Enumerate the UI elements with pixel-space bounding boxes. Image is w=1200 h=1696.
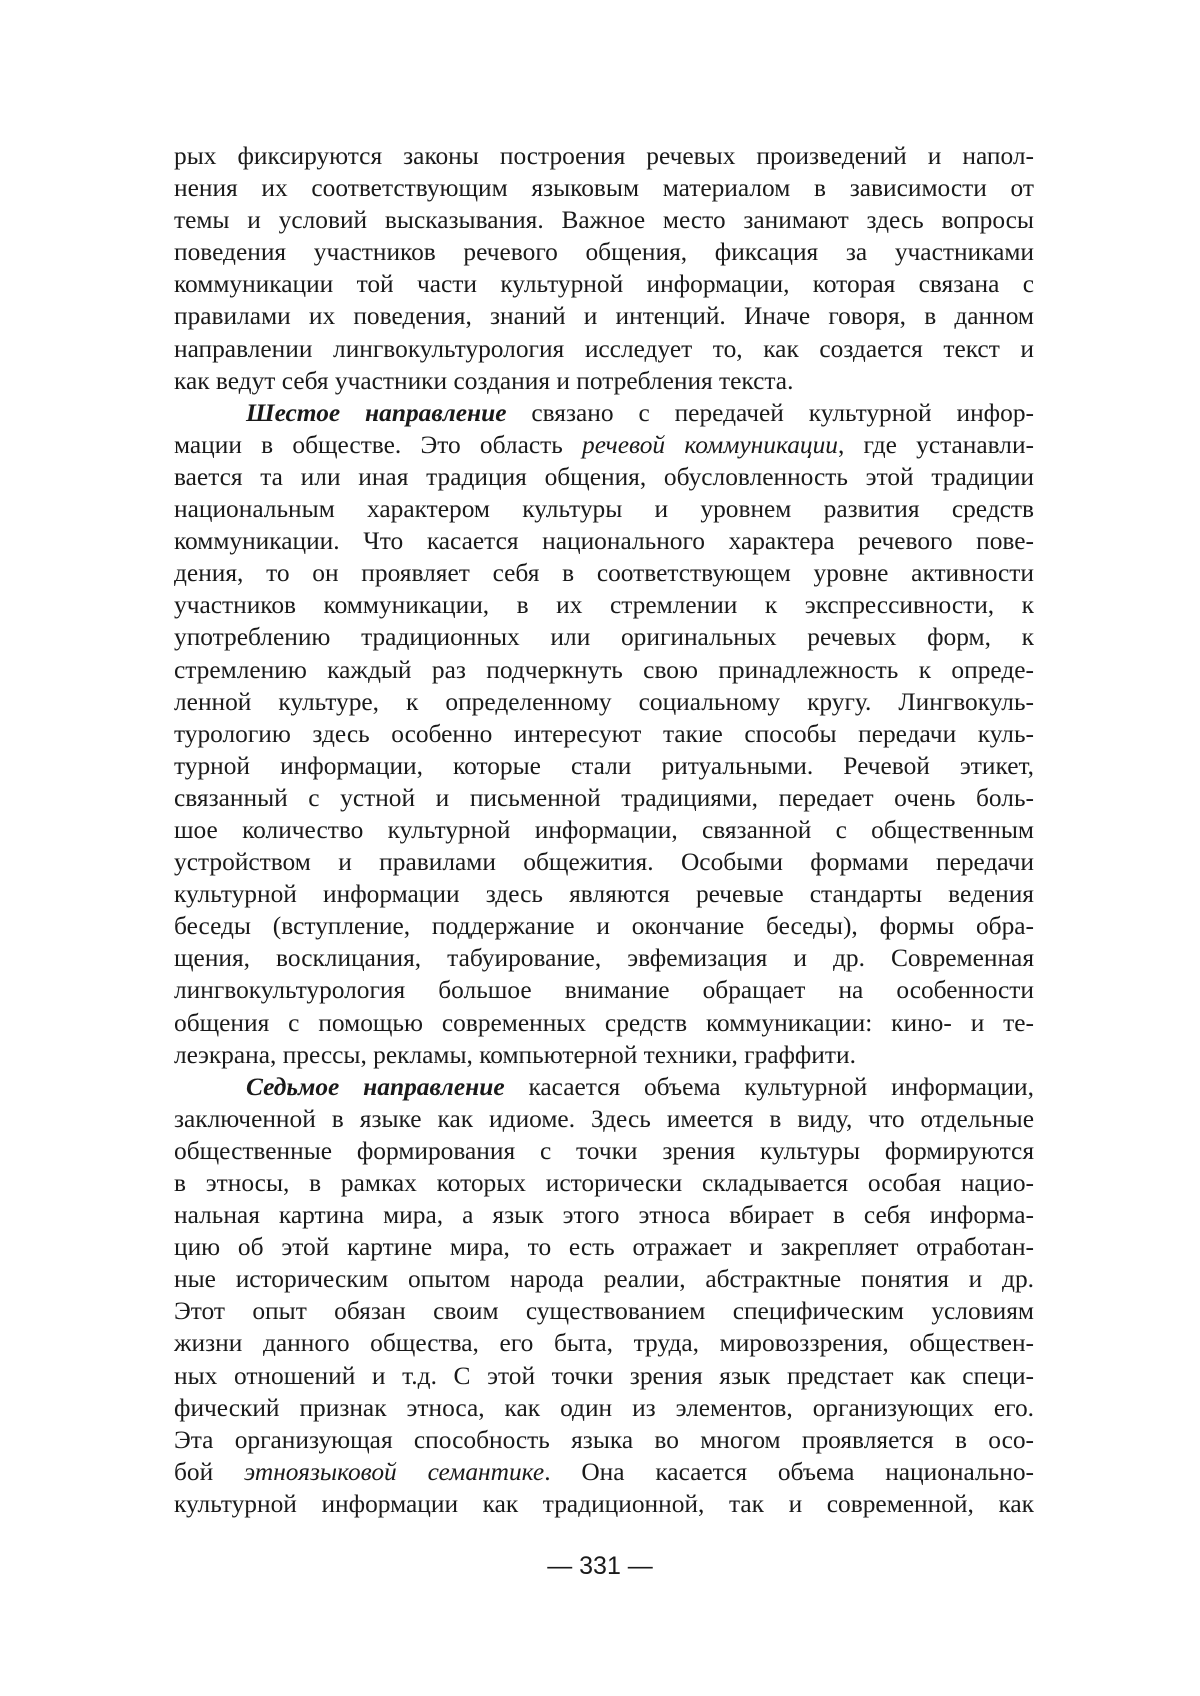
text-line: леэкрана, прессы, рекламы, компьютерной техники, граффити. bbox=[174, 1040, 856, 1069]
text-line: мации в обществе. Это область речевой коммуникации, где устанавли- bbox=[174, 430, 1034, 459]
text-line: цию об этой картине мира, то есть отражает и закрепляет отработан- bbox=[174, 1233, 1034, 1262]
text-line: участников коммуникации, в их стремлении к экспрессивности, к bbox=[174, 591, 1034, 620]
text-line: ленной культуре, к определенному социальному кругу. Лингвокуль- bbox=[174, 687, 1034, 716]
text-line: поведения участников речевого общения, фиксация за участниками bbox=[174, 238, 1034, 267]
text-line: правилами их поведения, знаний и интенций. Иначе говоря, в данном bbox=[174, 302, 1034, 331]
text-line: ные историческим опытом народа реалии, абстрактные понятия и др. bbox=[174, 1265, 1034, 1294]
text-line: лингвокультурология большое внимание обращает на особенности bbox=[174, 976, 1034, 1005]
page-number: — 331 — bbox=[547, 1552, 653, 1580]
text-line: ных отношений и т.д. С этой точки зрения язык предстает как специ- bbox=[174, 1361, 1034, 1390]
text-line: Шестое направление связано с передачей культурной инфор- bbox=[246, 398, 1034, 427]
italic-term: этноязыковой семантике bbox=[244, 1457, 545, 1486]
text-line: шое количество культурной информации, связанной с общественным bbox=[174, 815, 1034, 844]
paragraph-seventh-direction bbox=[174, 1071, 1034, 1520]
text-line: общественные формирования с точки зрения культуры формируются bbox=[174, 1136, 1034, 1165]
text-line: нальная картина мира, а язык этого этноса вбирает в себя информа- bbox=[174, 1201, 1034, 1230]
paragraph-sixth-direction bbox=[174, 397, 1034, 1071]
text-line: фический признак этноса, как один из элементов, организующих его. bbox=[174, 1393, 1034, 1422]
text-line: культурной информации как традиционной, так и современной, как bbox=[174, 1489, 1034, 1518]
text-line: вается та или иная традиция общения, обусловленность этой традиции bbox=[174, 462, 1034, 491]
paragraph-continuation bbox=[174, 140, 1034, 397]
text-line: турологию здесь особенно интересуют такие способы передачи куль- bbox=[174, 719, 1034, 748]
text-line: общения с помощью современных средств коммуникации: кино- и те- bbox=[174, 1008, 1034, 1037]
text-line: устройством и правилами общежития. Особыми формами передачи bbox=[174, 848, 1034, 877]
text-line: бой этноязыковой семантике. Она касается объема национально- bbox=[174, 1457, 1034, 1486]
text-line: употреблению традиционных или оригинальных речевых форм, к bbox=[174, 623, 1034, 652]
text-line: как ведут себя участники создания и потребления текста. bbox=[174, 366, 794, 395]
text-line: темы и условий высказывания. Важное место занимают здесь вопросы bbox=[174, 206, 1034, 235]
emphasized-term: Шестое направление bbox=[246, 398, 507, 427]
text-line: национальным характером культуры и уровнем развития средств bbox=[174, 495, 1034, 524]
italic-term: речевой коммуникации bbox=[582, 430, 838, 459]
text-line: Этот опыт обязан своим существованием специфическим условиям bbox=[174, 1297, 1034, 1326]
text-line: беседы (вступление, поддержание и окончание беседы), формы обра- bbox=[174, 912, 1034, 941]
text-line: Эта организующая способность языка во многом проявляется в осо- bbox=[174, 1425, 1034, 1454]
page-body bbox=[174, 140, 1034, 1520]
text-line: коммуникации. Что касается национального характера речевого пове- bbox=[174, 527, 1034, 556]
text-line: турной информации, которые стали ритуальными. Речевой этикет, bbox=[174, 751, 1034, 780]
text-line: культурной информации здесь являются речевые стандарты ведения bbox=[174, 880, 1034, 909]
text-line: жизни данного общества, его быта, труда, мировоззрения, обществен- bbox=[174, 1329, 1034, 1358]
emphasized-term: Седьмое направление bbox=[246, 1072, 505, 1101]
text-line: дения, то он проявляет себя в соответствующем уровне активности bbox=[174, 559, 1034, 588]
text-line: коммуникации той части культурной информации, которая связана с bbox=[174, 270, 1034, 299]
text-line: связанный с устной и письменной традициями, передает очень боль- bbox=[174, 783, 1034, 812]
text-line: щения, восклицания, табуирование, эвфемизация и др. Современная bbox=[174, 944, 1034, 973]
text-line: рых фиксируются законы построения речевых произведений и напол- bbox=[174, 142, 1034, 170]
text-line: в этносы, в рамках которых исторически складывается особая нацио- bbox=[174, 1169, 1034, 1197]
text-line: заключенной в языке как идиоме. Здесь имеется в виду, что отдельные bbox=[174, 1104, 1034, 1133]
text-line: стремлению каждый раз подчеркнуть свою принадлежность к опреде- bbox=[174, 655, 1034, 684]
text-line: Седьмое направление касается объема культурной информации, bbox=[246, 1072, 1034, 1101]
text-line: направлении лингвокультурология исследует то, как создается текст и bbox=[174, 334, 1034, 363]
text-line: нения их соответствующим языковым материалом в зависимости от bbox=[174, 174, 1034, 203]
